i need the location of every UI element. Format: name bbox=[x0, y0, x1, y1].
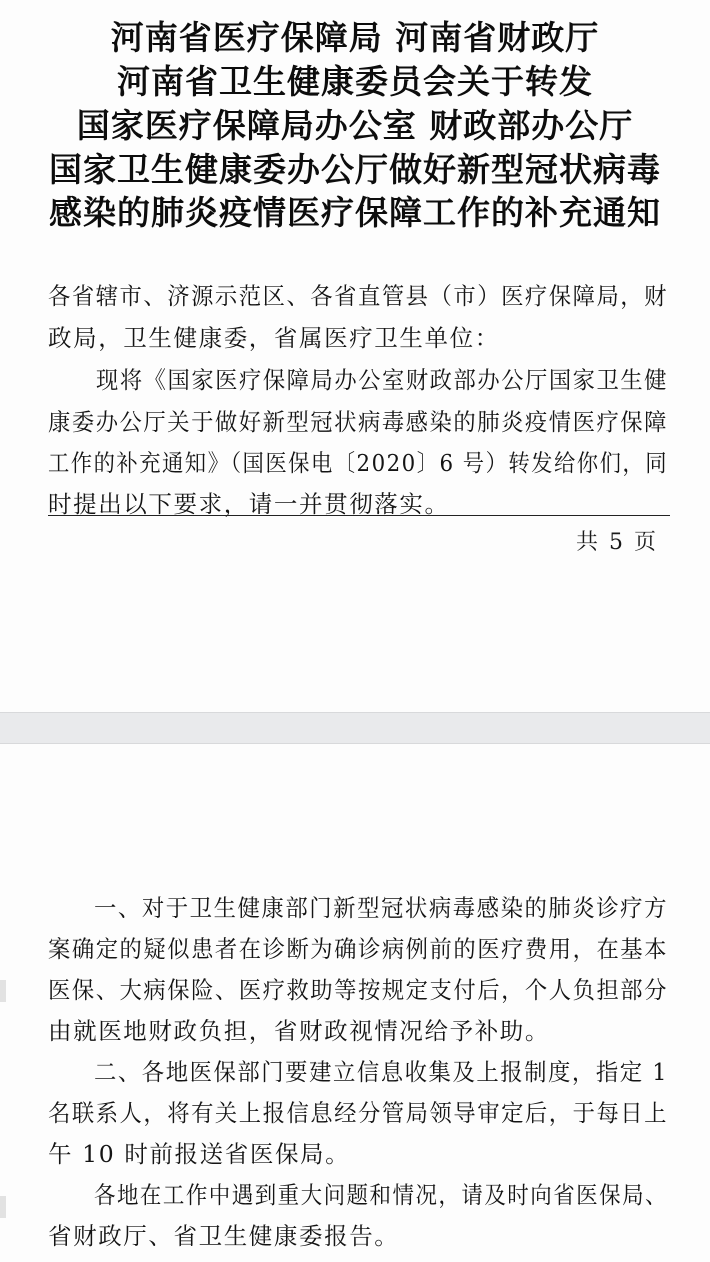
separator-rule bbox=[48, 515, 670, 516]
document-title-line-2: 河南省卫生健康委员会关于转发 bbox=[117, 62, 593, 101]
paragraph-line: 省财政厅、省卫生健康委报告。 bbox=[48, 1222, 400, 1250]
paragraph-line: 医保、大病保险、医疗救助等按规定支付后，个人负担部分 bbox=[48, 976, 668, 1004]
paragraph-line: 康委办公厅关于做好新型冠状病毒感染的肺炎疫情医疗保障 bbox=[48, 408, 668, 436]
page-gap bbox=[0, 712, 710, 744]
paragraph-line: 午 10 时前报送省医保局。 bbox=[48, 1140, 351, 1168]
scan-edge-mark bbox=[0, 980, 6, 1002]
document-title-line-5: 感染的肺炎疫情医疗保障工作的补充通知 bbox=[49, 193, 661, 232]
paragraph-line: 现将《国家医疗保障局办公室财政部办公厅国家卫生健 bbox=[96, 366, 668, 394]
document-title-line-3: 国家医疗保障局办公室 财政部办公厅 bbox=[76, 106, 634, 145]
paragraph-line: 一、对于卫生健康部门新型冠状病毒感染的肺炎诊疗方 bbox=[94, 894, 668, 922]
paragraph-line: 各地在工作中遇到重大问题和情况，请及时向省医保局、 bbox=[94, 1181, 668, 1209]
scan-edge-mark bbox=[0, 1196, 6, 1218]
paragraph-line: 二、各地医保部门要建立信息收集及上报制度，指定 1 bbox=[94, 1058, 668, 1086]
addressee-line-1: 各省辖市、济源示范区、各省直管县（市）医疗保障局，财 bbox=[48, 282, 668, 310]
paragraph-line: 工作的补充通知》（国医保电〔2020〕6 号）转发给你们，同 bbox=[48, 449, 668, 477]
document-page-2 bbox=[0, 744, 710, 1262]
paragraph-line: 案确定的疑似患者在诊断为确诊病例前的医疗费用，在基本 bbox=[48, 935, 668, 963]
paragraph-line: 由就医地财政负担，省财政视情况给予补助。 bbox=[48, 1017, 550, 1045]
document-title-line-4: 国家卫生健康委办公厅做好新型冠状病毒 bbox=[49, 150, 661, 189]
paragraph-line: 名联系人，将有关上报信息经分管局领导审定后，于每日上 bbox=[48, 1099, 668, 1127]
document-title-line-1: 河南省医疗保障局 河南省财政厅 bbox=[110, 18, 600, 57]
paragraph-line: 时提出以下要求，请一并贯彻落实。 bbox=[48, 490, 450, 518]
page-count: 共 5 页 bbox=[576, 530, 658, 555]
addressee-line-2: 政局，卫生健康委，省属医疗卫生单位： bbox=[48, 324, 500, 352]
